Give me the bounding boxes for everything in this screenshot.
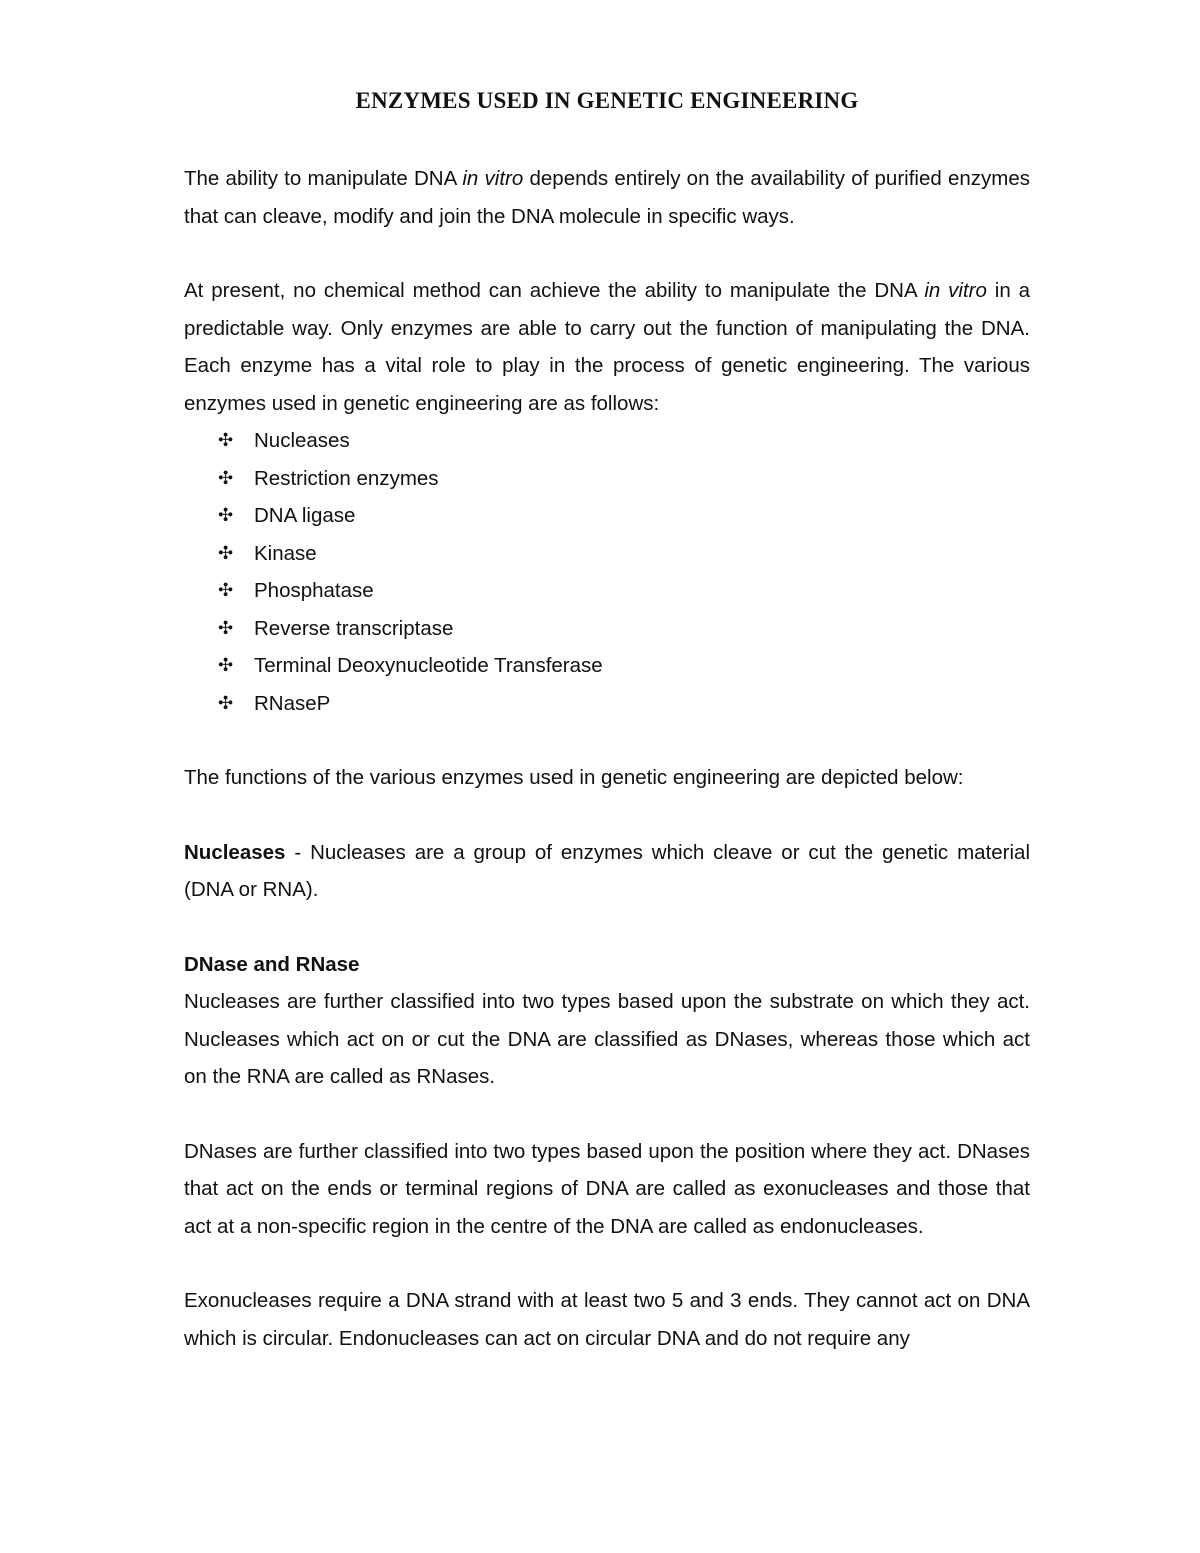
nucleases-term: Nucleases: [184, 840, 286, 864]
diamond-star-bullet-icon: ✣: [218, 467, 234, 488]
exonucleases-paragraph: Exonucleases require a DNA strand with at least two 5 and 3 ends. They cannot act on DNA which is circular. Endonucleases can act on circular DNA and do not require any: [184, 1289, 1030, 1350]
list-item: [184, 460, 1030, 498]
present-paragraph: [184, 272, 1030, 422]
diamond-star-bullet-icon: ✣: [218, 580, 234, 600]
list-item-label: Restriction enzymes: [254, 466, 439, 490]
list-item: [184, 572, 1030, 610]
present-text-start: At present, no chemical method can achieve the ability to manipulate the DNA: [184, 279, 925, 302]
list-item-label: Nucleases: [254, 429, 350, 452]
diamond-star-bullet-icon: ✣: [218, 655, 234, 675]
list-item: [184, 535, 1030, 573]
diamond-star-bullet-icon: ✣: [218, 430, 234, 450]
nucleases-definition: - Nucleases are a group of enzymes which cleave or cut the genetic material (DNA or RNA).: [184, 840, 1030, 901]
dnases-paragraph: DNases are further classified into two types based upon the position where they act. DNases that act on the ends or terminal regions of DNA are called as exonucleases and those that act at a non-specific region in the centre of the DNA are called as endonucleases.: [184, 1139, 1030, 1238]
present-italic-term: in vitro: [924, 279, 987, 302]
functions-intro: The functions of the various enzymes used in genetic engineering are depicted below:: [184, 766, 964, 789]
diamond-star-bullet-icon: ✣: [218, 692, 234, 713]
dnase-rnase-paragraph: Nucleases are further classified into two types based upon the substrate on which they act. Nucleases which act on or cut the DNA are classified as DNases, whereas those which act on the RNA are called as RNases.: [184, 990, 1030, 1088]
diamond-star-bullet-icon: ✣: [218, 542, 234, 563]
dnase-rnase-heading: DNase and RNase: [184, 952, 360, 976]
intro-text-end: depends entirely on the availability of purified enzymes that can cleave, modify and join the DNA molecule in specific ways.: [184, 167, 1031, 228]
list-item: [184, 647, 1030, 685]
intro-paragraph: [184, 160, 1030, 235]
list-item-label: Phosphatase: [254, 579, 374, 602]
diamond-star-bullet-icon: ✣: [218, 617, 234, 638]
list-item: [184, 497, 1030, 535]
list-item: [184, 610, 1030, 648]
document-title: ENZYMES USED IN GENETIC ENGINEERING: [355, 88, 859, 113]
document-page: [184, 84, 1030, 1357]
list-item-label: Kinase: [254, 541, 317, 565]
list-item-label: RNaseP: [254, 691, 331, 715]
diamond-star-bullet-icon: ✣: [218, 505, 234, 525]
list-item-label: Reverse transcriptase: [254, 616, 454, 640]
enzyme-list: [184, 422, 1030, 722]
list-item-label: DNA ligase: [254, 504, 356, 527]
list-item: [184, 422, 1030, 460]
intro-italic-term: in vitro: [462, 167, 524, 190]
intro-text-start: The ability to manipulate DNA: [184, 167, 463, 190]
nucleases-paragraph: [184, 834, 1030, 909]
list-item: [184, 685, 1030, 723]
present-text-end: in a predictable way. Only enzymes are able to carry out the function of manipulating the DNA. Each enzyme has a vital role to play in the process of genetic engineering. The various enzymes used in genetic engineering are as follows:: [184, 279, 1030, 415]
list-item-label: Terminal Deoxynucleotide Transferase: [254, 654, 603, 677]
